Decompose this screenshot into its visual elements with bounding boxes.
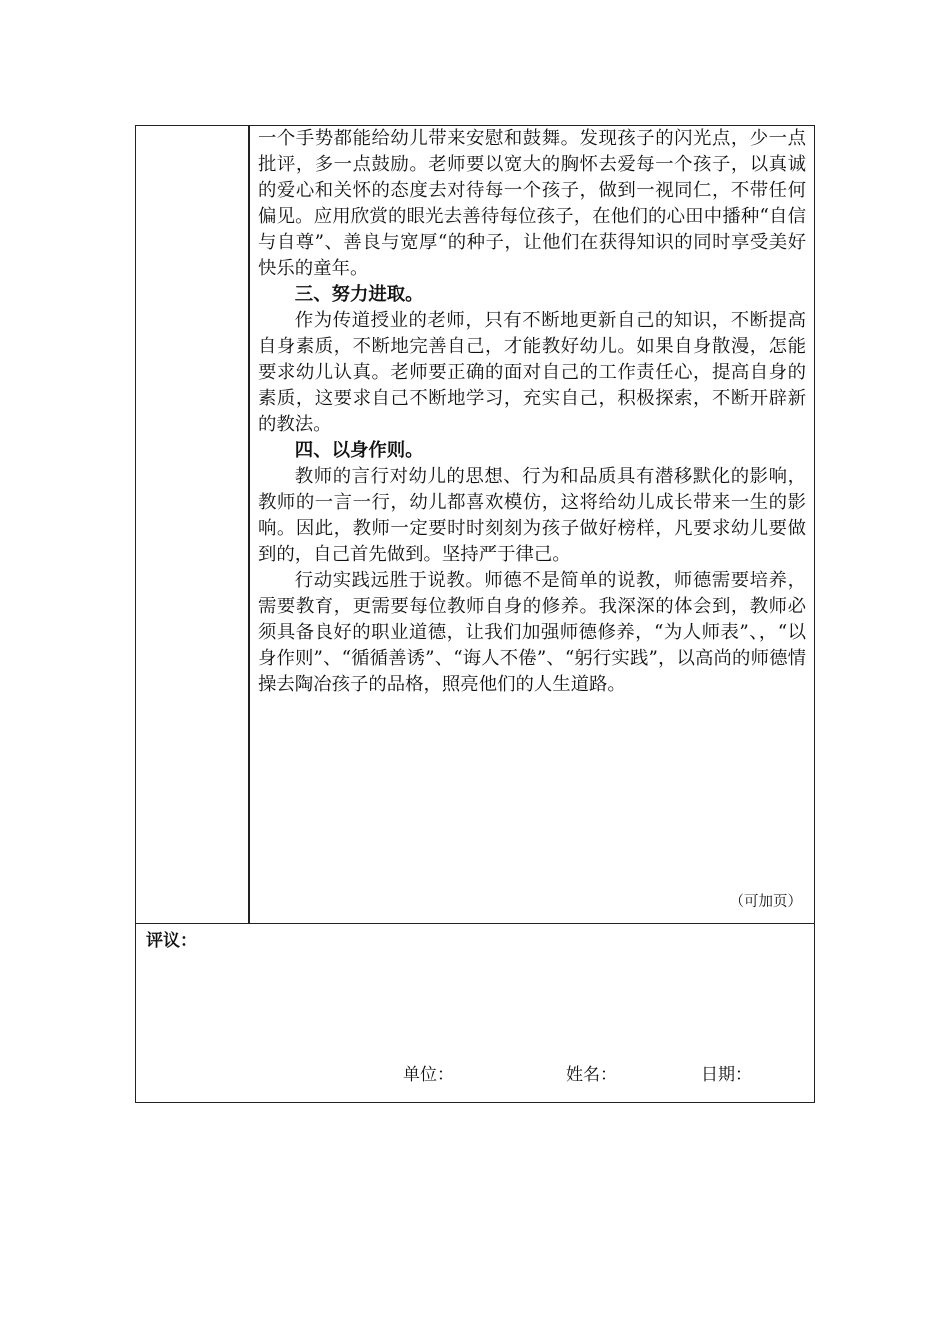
- review-form-table: [135, 125, 815, 1103]
- essay-paragraph-continued: 一个手势都能给幼儿带来安慰和鼓舞。发现孩子的闪光点，少一点批评，多一点鼓励。老师要以宽大的胸怀去爱每一个孩子，以真诚的爱心和关怀的态度去对待每一个孩子，做到一视同仁，不带任何偏见。应用欣赏的眼光去善待每位孩子，在他们的心田中播种“自信与自尊”、善良与宽厚“的种子，让他们在获得知识的同时享受美好快乐的童年。: [258, 128, 806, 279]
- add-page-note: （可加页）: [729, 894, 802, 910]
- content-row: [136, 126, 814, 924]
- review-label: 评议：: [146, 931, 197, 951]
- unit-label: 单位：: [403, 1065, 454, 1085]
- section-heading-3: 三、努力进取。: [294, 284, 424, 305]
- left-label-cell: [136, 126, 249, 923]
- essay-paragraph-3: 作为传道授业的老师，只有不断地更新自己的知识，不断提高自身素质，不断地完善自己，才能教好幼儿。如果自身散漫，怎能要求幼儿认真。老师要正确的面对自己的工作责任心，提高自身的素质，这要求自己不断地学习，充实自己，积极探索，不断开辟新的教法。: [258, 310, 806, 435]
- essay-content-cell: [258, 126, 806, 923]
- cell-divider: [247, 126, 250, 923]
- essay-paragraph-conclusion: 行动实践远胜于说教。师德不是简单的说教，师德需要培养，需要教育，更需要每位教师自身的修养。我深深的体会到，教师必须具备良好的职业道德，让我们加强师德修养，“为人师表”、，“以身作则”、“循循善诱”、“诲人不倦”、“躬行实践”，以高尚的师德情操去陶冶孩子的品格，照亮他们的人生道路。: [258, 570, 806, 695]
- name-label: 姓名：: [566, 1065, 617, 1085]
- date-label: 日期：: [701, 1065, 752, 1085]
- section-heading-4: 四、以身作则。: [294, 440, 424, 461]
- essay-paragraph-4: 教师的言行对幼儿的思想、行为和品质具有潜移默化的影响，教师的一言一行，幼儿都喜欢模仿，这将给幼儿成长带来一生的影响。因此，教师一定要时时刻刻为孩子做好榜样，凡要求幼儿要做到的，自己首先做到。坚持严于律己。: [258, 466, 806, 565]
